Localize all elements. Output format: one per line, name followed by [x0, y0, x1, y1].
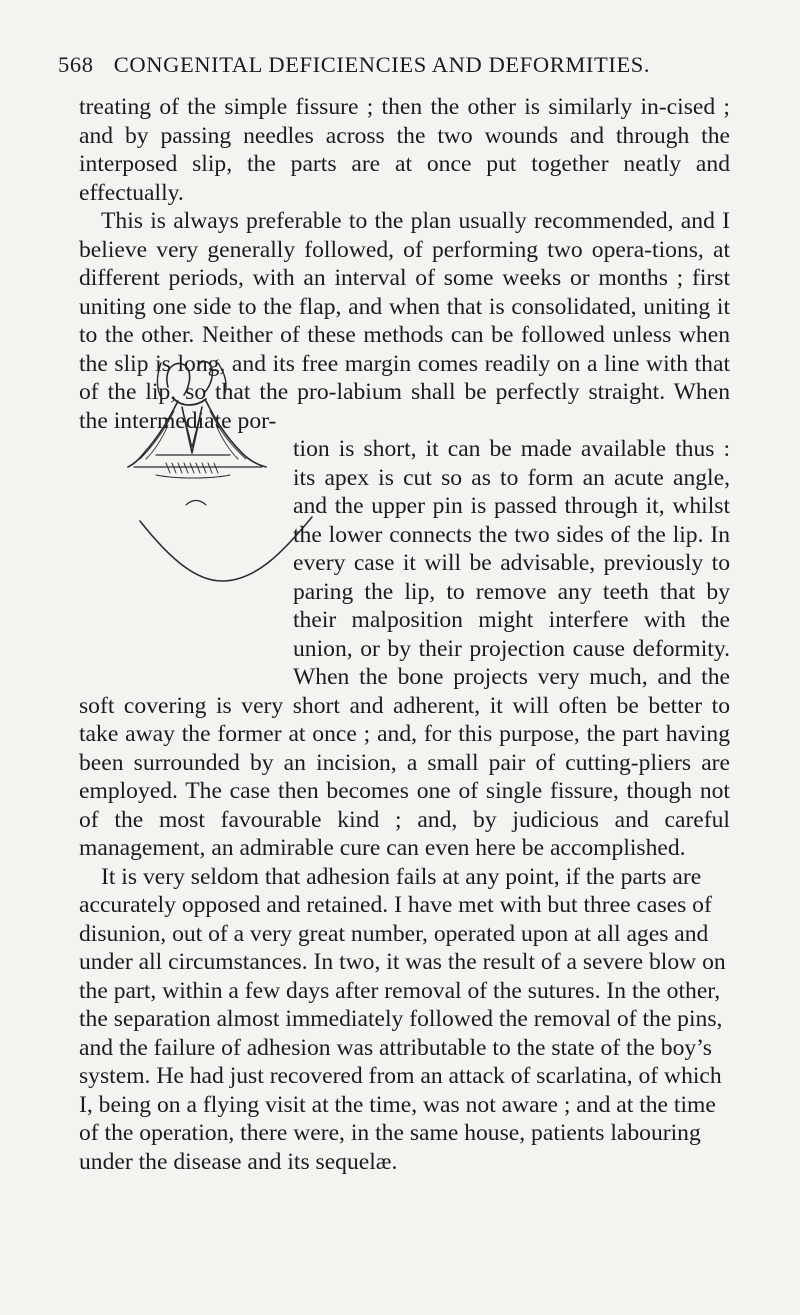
paragraph-3: It is very seldom that adhesion fails at any point, if the parts are accurately opposed and retained. I have met with but three cases of disunion, out of a very great number, operated upon at all ages and under all circumstances. In two, it was the result of a severe blow on the part, within a few days after removal of the sutures. In the other, the separation almost immediately followed the removal of the pins, and the failure of adhesion was attributable to the state of the boy’s system. He had just recovered from an attack of scarlatina, of which I, being on a flying visit at the time, was not aware ; and at the time of the operation, there were, in the same house, patients labouring under the disease and its sequelæ.: [79, 863, 726, 1175]
body-text: [79, 93, 730, 1176]
cleft-lip-repair-figure-icon: [126, 355, 326, 595]
page-number: 568: [58, 52, 94, 77]
paragraph-2: This is always preferable to the plan usually recommended, and I believe very generally followed, of performing two opera-tions, at different periods, with an interval of some weeks or months ; first uniting one side to the flap, and when that is consolidated, uniting it to the other. Neither of these methods can be followed unless when the slip is long, and its free margin comes readily on a line with that of the lip, so that the pro-labium shall be perfectly straight. When the intermediate por-: [79, 208, 730, 434]
page-header: [58, 52, 658, 78]
running-title: CONGENITAL DEFICIENCIES AND DEFORMITIES.: [113, 52, 651, 77]
paragraph-1: treating of the simple fissure ; then the other is similarly in-cised ; and by passing needles across the two wounds and through the interposed slip, the parts are at once put together neatly and effectually.: [79, 94, 730, 206]
paragraph-2-continued: tion is short, it can be made available thus : its apex is cut so as to form an acute angle, and the upper pin is passed through it, whilst the lower connects the two sides of the lip. In every case it will be advisable, previously to paring the lip, to remove any teeth that by their malposition might interfere with the union, or by their projection cause deformity. When the bone projects very much, and the soft covering is very short and adherent, it will often be better to take away the former at once ; and, for this purpose, the part having been surrounded by an incision, a small pair of cutting-pliers are employed. The case then becomes one of single fissure, though not of the most favourable kind ; and, by judicious and careful management, an admirable cure can even here be accomplished.: [79, 436, 730, 861]
